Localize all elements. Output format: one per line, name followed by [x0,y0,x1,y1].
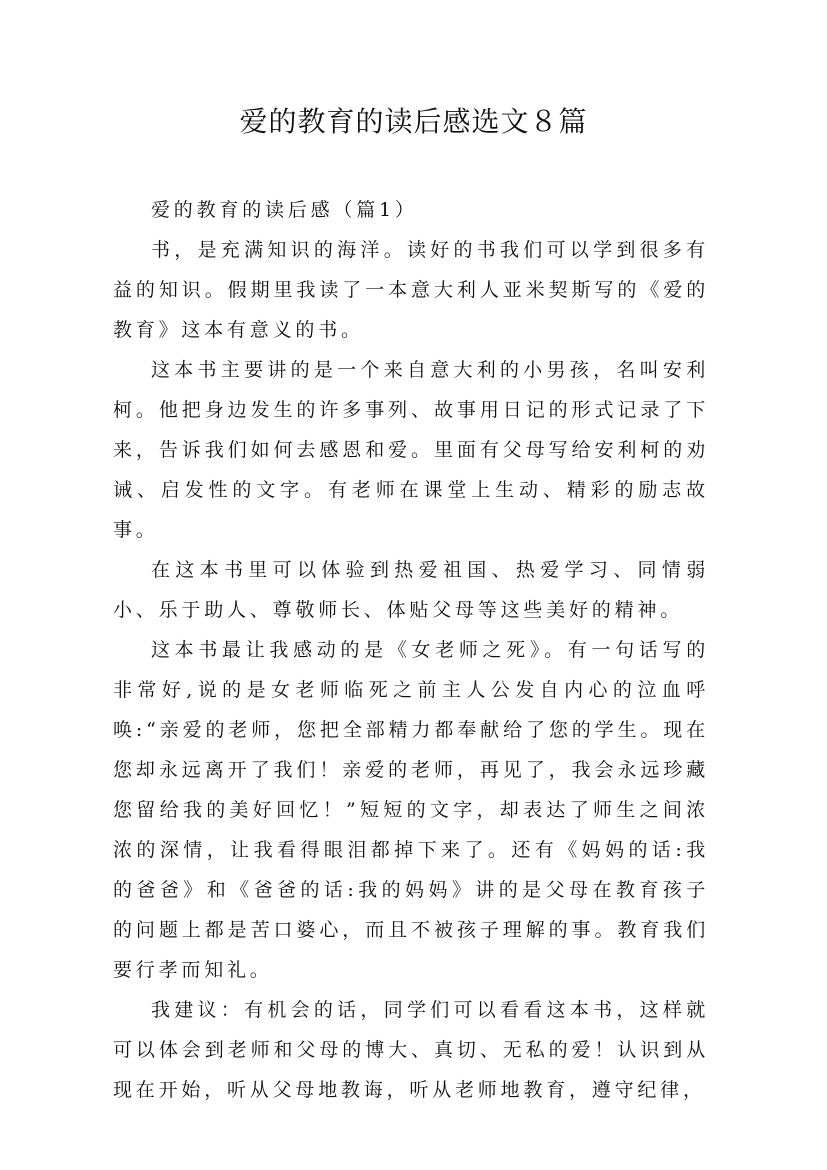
body-paragraph: 书，是充满知识的海洋。读好的书我们可以学到很多有益的知识。假期里我读了一本意大利人亚米契斯写的《爱的教育》这本有意义的书。 [113,239,709,341]
document-title: 爱的教育的读后感选文８篇 [239,105,588,138]
document-body [113,190,709,1110]
body-paragraph: 这本书最让我感动的是《女老师之死》。有一句话写的非常好,说的是女老师临死之前主人公发自内心的泣血呼唤:“亲爱的老师，您把全部精力都奉献给了您的学生。现在您却永远离开了我们！亲爱的老师，再见了，我会永远珍藏您留给我的美好回忆！”短短的文字，却表达了师生之间浓浓的深情，让我看得眼泪都掉下来了。还有《妈妈的话:我的爸爸》和《爸爸的话:我的妈妈》讲的是父母在教育孩子的问题上都是苦口婆心，而且不被孩子理解的事。教育我们要行孝而知礼。 [113,639,709,981]
body-paragraph: 这本书主要讲的是一个来自意大利的小男孩，名叫安利柯。他把身边发生的许多事列、故事用日记的形式记录了下来，告诉我们如何去感恩和爱。里面有父母写给安利柯的劝诫、启发性的文字。有老师在课堂上生动、精彩的励志故事。 [113,359,709,541]
section-heading: 爱的教育的读后感（篇1） [151,199,418,221]
body-paragraph: 在这本书里可以体验到热爱祖国、热爱学习、同情弱小、乐于助人、尊敬师长、体贴父母等这些美好的精神。 [113,559,709,621]
body-paragraph: 我建议：有机会的话，同学们可以看看这本书，这样就可以体会到老师和父母的博大、真切、无私的爱！认识到从现在开始，听从父母地教诲，听从老师地教育，遵守纪律， [113,999,709,1101]
